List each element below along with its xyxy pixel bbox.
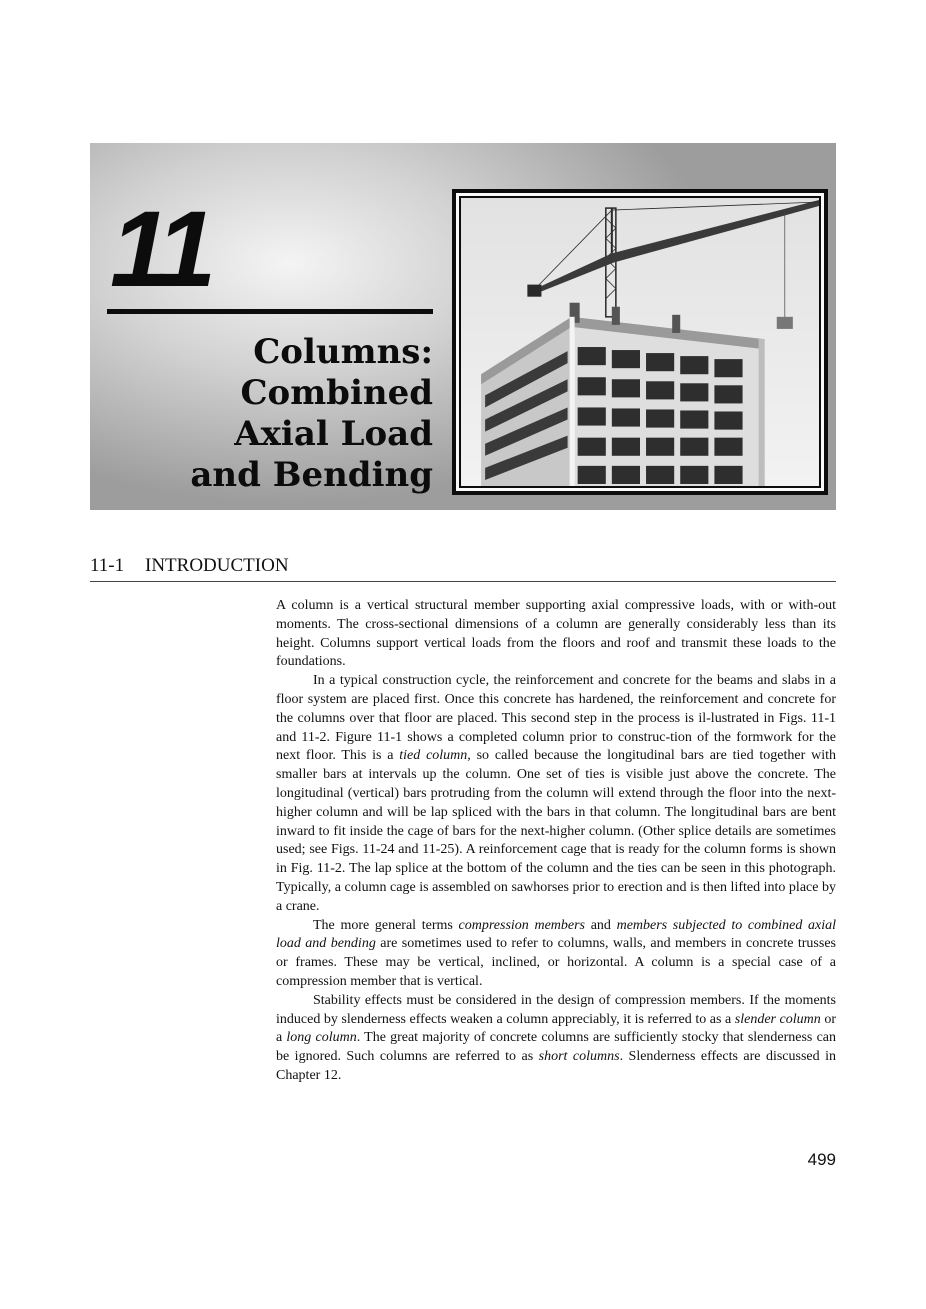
paragraph-text: The more general terms <box>313 917 459 933</box>
emphasized-term: compression members <box>458 917 586 933</box>
body-paragraph <box>276 672 836 916</box>
emphasized-term: tied column <box>399 748 468 764</box>
chapter-title-line: and Bending <box>190 455 433 495</box>
chapter-number: 11 <box>110 188 211 309</box>
chapter-banner <box>90 143 836 510</box>
chapter-title-line: Combined <box>240 373 433 413</box>
paragraph-text: In a typical construction cycle, the reinforcement and concrete for the beams and slabs in a floor system are placed first. Once this concrete has hardened, the reinforcement and concrete for the columns over that floor are placed. This second step in the process is il-lustrated in Figs. 11-1 and 11-2. Figure 11-1 shows a completed column prior to construc-tion of the formwork for the next floor. This is a <box>276 673 836 764</box>
body-paragraph <box>276 992 836 1086</box>
emphasized-term: members subjected to combined axial load and bending <box>276 917 836 952</box>
emphasized-term: slender column <box>734 1011 821 1027</box>
paragraph-text: Stability effects must be considered in the design of compression members. If the moments induced by slenderness effects weaken a column appreciably, it is referred to as a <box>276 992 836 1027</box>
body-paragraph <box>276 917 836 992</box>
paragraph-text: are sometimes used to refer to columns, walls, and members in concrete trusses or frames. These may be vertical, inclined, or horizontal. A column is a special case of a compression member that is vertical. <box>276 936 836 989</box>
section-number: 11-1 <box>90 555 125 576</box>
paragraph-text: and <box>585 917 617 933</box>
section-heading <box>90 555 836 577</box>
chapter-title-line: Columns: <box>253 332 433 372</box>
paragraph-text: A column is a vertical structural member supporting axial compressive loads, with or with-out moments. The cross-sectional dimensions of a column are generally considerably less than its height. Columns support vertical loads from the floors and roof and transmit these loads to the foundations. <box>276 598 836 670</box>
paragraph-text: . The great majority of concrete columns are sufficiently stocky that slenderness can be ignored. Such columns are referred to as <box>276 1030 836 1065</box>
chapter-title <box>190 332 433 496</box>
section-title: INTRODUCTION <box>145 555 289 576</box>
chapter-photo <box>452 189 828 495</box>
paragraph-text: or a <box>276 1011 836 1046</box>
chapter-rule <box>107 309 433 314</box>
chapter-title-line: Axial Load <box>234 414 433 454</box>
page-number: 499 <box>807 1150 836 1169</box>
paragraph-text: . Slenderness effects are discussed in Chapter 12. <box>276 1049 836 1083</box>
section-rule <box>90 581 836 582</box>
emphasized-term: long column <box>286 1030 357 1046</box>
body-paragraph <box>276 597 836 672</box>
body-text <box>276 597 836 1086</box>
emphasized-term: short columns <box>538 1049 620 1065</box>
building-under-construction-image <box>461 198 819 486</box>
paragraph-text: , so called because the longitudinal bars are tied together with smaller bars at intervals up the column. One set of ties is visible just above the concrete. The longitudinal (vertical) bars protruding from the column will extend through the floor into the next-higher column and will be lap spliced with the bars in that column. The longitudinal bars are bent inward to fit inside the cage of bars for the next-higher column. (Other splice details are sometimes used; see Figs. 11-24 and 11-25). A reinforcement cage that is ready for the column forms is shown in Fig. 11-2. The lap splice at the bottom of the column and the ties can be seen in this photograph. Typically, a column cage is assembled on sawhorses prior to erection and is then lifted into place by a crane. <box>276 748 836 914</box>
